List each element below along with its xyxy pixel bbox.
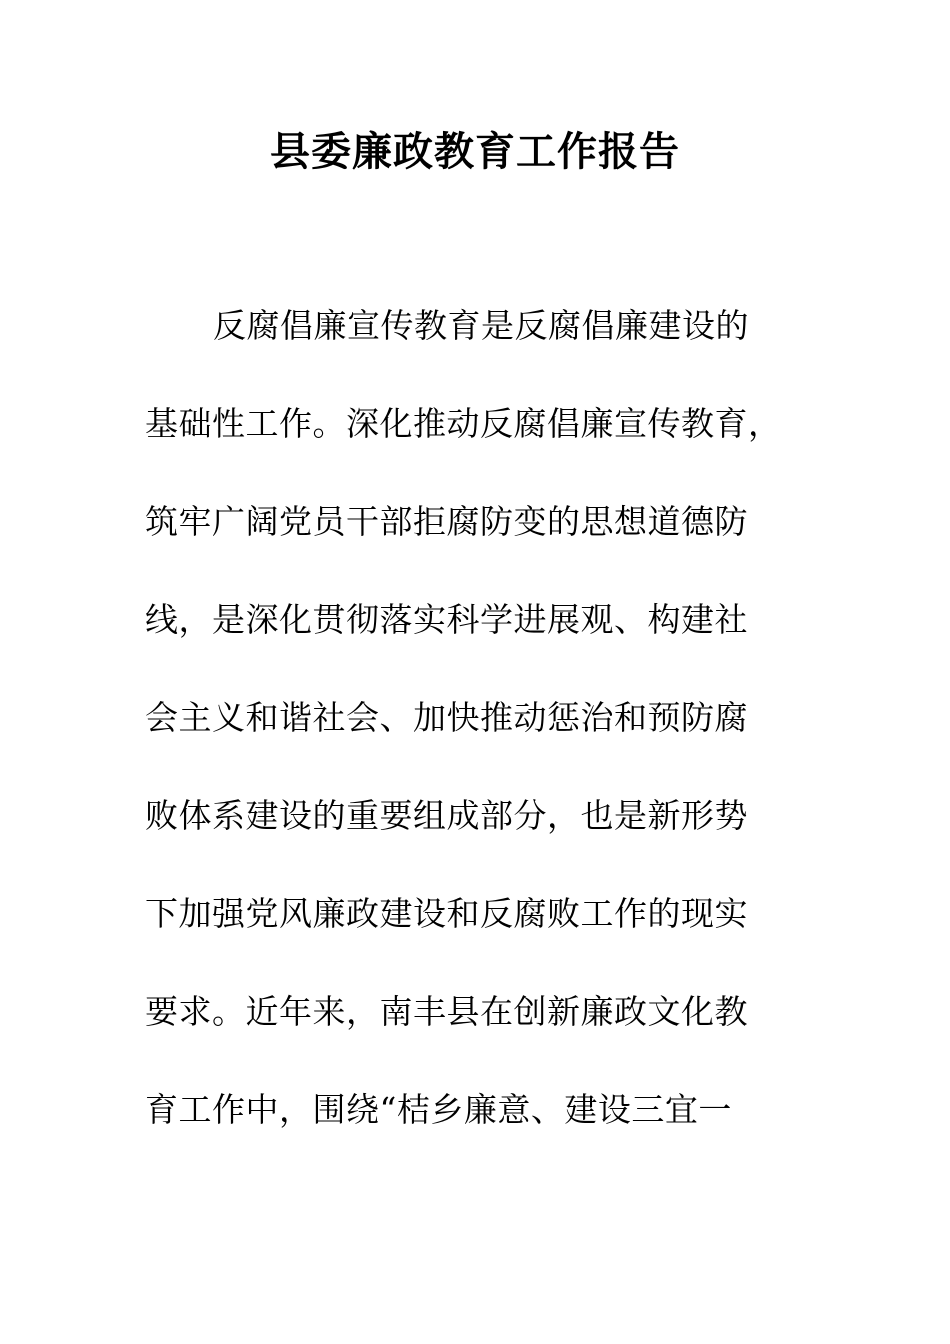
body-line-1: 反腐倡廉宣传教育是反腐倡廉建设的 <box>213 306 749 345</box>
document-body <box>145 298 805 1180</box>
body-line-8: 要求。近年来，南丰县在创新廉政文化教 <box>145 992 748 1031</box>
body-line-7: 下加强党风廉政建设和反腐败工作的现实 <box>145 894 748 933</box>
body-line-9: 育工作中，围绕“桔乡廉意、建设三宜一 <box>145 1090 732 1129</box>
body-line-3: 筑牢广阔党员干部拒腐防变的思想道德防 <box>145 502 748 541</box>
body-line-4: 线，是深化贯彻落实科学进展观、构建社 <box>145 600 748 639</box>
body-line-5: 会主义和谐社会、加快推动惩治和预防腐 <box>145 698 748 737</box>
body-line-6: 败体系建设的重要组成部分，也是新形势 <box>145 796 748 835</box>
document-title: 县委廉政教育工作报告 <box>270 128 680 175</box>
body-line-2: 基础性工作。深化推动反腐倡廉宣传教育， <box>145 404 782 443</box>
